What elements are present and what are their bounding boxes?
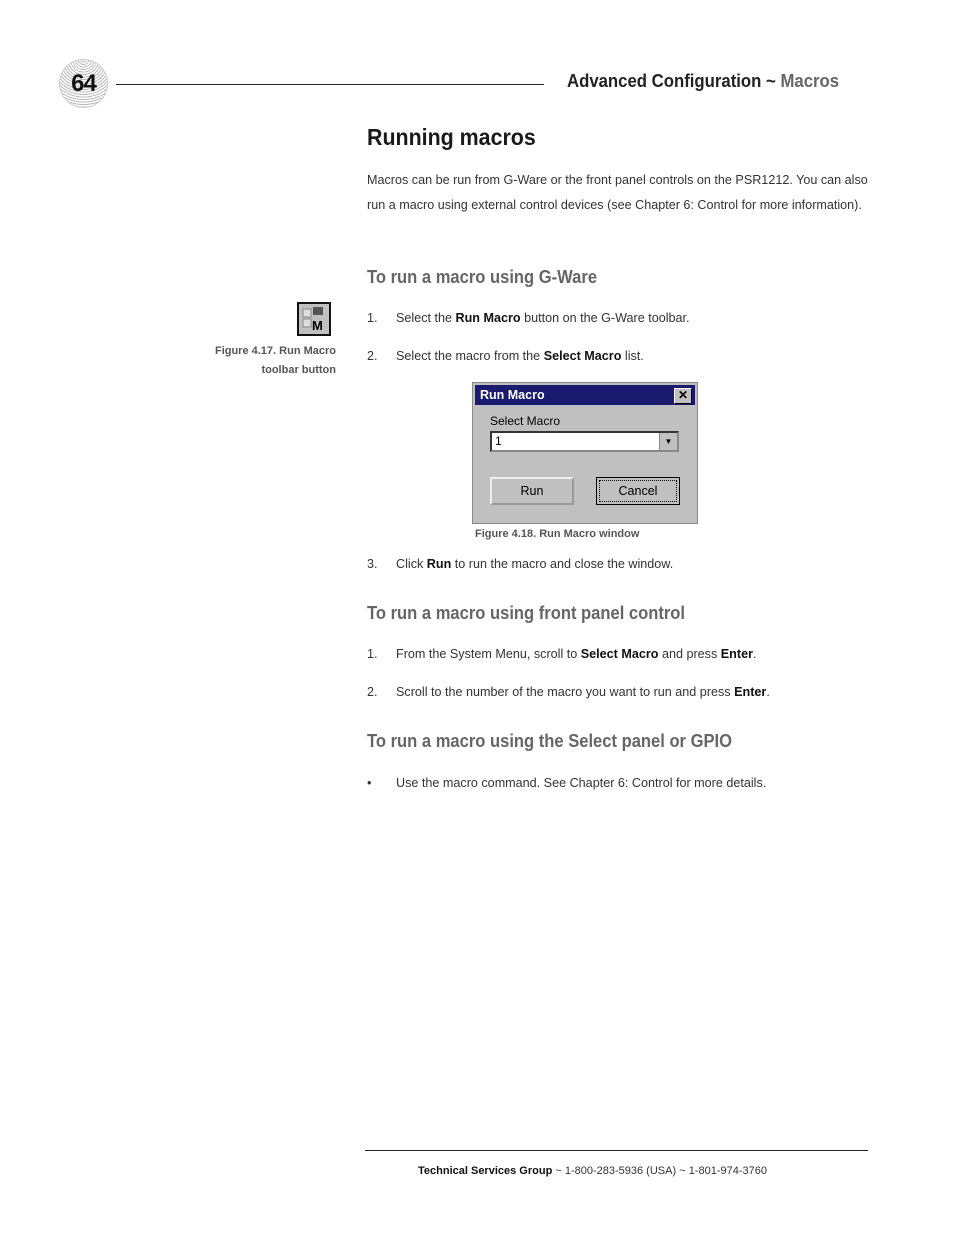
bullet-text: Use the macro command. See Chapter 6: Control for more details.	[396, 776, 767, 790]
step-emphasis: Run	[426, 557, 452, 571]
heading-gpio: To run a macro using the Select panel or GPIO	[367, 731, 733, 751]
step-text: From the System Menu, scroll to	[396, 647, 581, 661]
step-number: 1.	[367, 311, 378, 325]
step-text: Click	[396, 557, 427, 571]
footer-org: Technical Services Group	[418, 1165, 553, 1177]
cancel-label: Cancel	[599, 480, 677, 502]
step-text: Scroll to the number of the macro you want to run and press	[396, 685, 735, 699]
step-number: 1.	[367, 647, 378, 661]
figure-caption-4-17	[190, 342, 336, 380]
step-emphasis: Select Macro	[543, 349, 622, 363]
step-number: 3.	[367, 557, 378, 571]
chapter-name: Advanced Configuration	[567, 71, 762, 91]
caption-line: Figure 4.17. Run Macro	[214, 345, 336, 357]
header-separator: ~	[761, 71, 781, 91]
header-rule	[116, 84, 544, 85]
heading-gware: To run a macro using G-Ware	[367, 267, 598, 287]
step-emphasis: Run Macro	[455, 311, 521, 325]
step-text: Select the macro from the	[396, 349, 544, 363]
cancel-button[interactable]	[596, 477, 680, 505]
step-text: and press	[658, 647, 721, 661]
dialog-titlebar	[475, 385, 695, 405]
step-number: 2.	[367, 685, 378, 699]
step-gware-1	[367, 311, 690, 325]
footer-rule	[365, 1150, 868, 1151]
dialog-title: Run Macro	[480, 388, 545, 402]
caption-line: toolbar button	[261, 364, 336, 376]
svg-text:M: M	[312, 318, 323, 333]
run-macro-icon	[297, 302, 331, 336]
intro-paragraph: Macros can be run from G-Ware or the front panel controls on the PSR1212. You can also run a macro using external control devices (see Chapter 6: Control for more information).	[367, 173, 868, 212]
step-text: list.	[621, 349, 644, 363]
step-text: Select the	[396, 311, 456, 325]
step-emphasis: Enter	[734, 685, 767, 699]
footer	[418, 1165, 767, 1177]
step-emphasis: Select Macro	[580, 647, 659, 661]
step-text: .	[766, 685, 770, 699]
step-text: to run the macro and close the window.	[451, 557, 674, 571]
step-front-1	[367, 647, 756, 661]
step-gware-2	[367, 349, 644, 363]
step-gware-3	[367, 557, 673, 571]
heading-front-panel: To run a macro using front panel control	[367, 603, 686, 623]
select-macro-label: Select Macro	[490, 414, 561, 428]
page-number: 64	[71, 69, 96, 97]
footer-phone-intl: 1-801-974-3760	[688, 1165, 767, 1177]
select-macro-dropdown[interactable]	[490, 431, 679, 452]
close-icon[interactable]: ✕	[674, 388, 692, 404]
step-front-2	[367, 685, 770, 699]
running-header	[567, 71, 839, 92]
run-button[interactable]: Run	[490, 477, 574, 505]
page-number-badge	[59, 59, 108, 108]
bullet: •	[367, 776, 372, 790]
bullet-gpio	[367, 776, 766, 790]
step-number: 2.	[367, 349, 378, 363]
figure-caption-4-18: Figure 4.18. Run Macro window	[475, 528, 640, 540]
step-text: button on the G-Ware toolbar.	[520, 311, 690, 325]
step-text: .	[752, 647, 757, 661]
run-macro-dialog	[472, 382, 698, 524]
step-emphasis: Enter	[720, 647, 753, 661]
selected-value: 1	[495, 434, 502, 448]
chevron-down-icon[interactable]: ▼	[659, 433, 677, 450]
page-title: Running macros	[367, 124, 536, 150]
footer-sep: ~	[676, 1165, 689, 1177]
footer-phone-usa: 1-800-283-5936 (USA)	[564, 1165, 677, 1177]
footer-sep: ~	[552, 1165, 565, 1177]
section-name: Macros	[780, 71, 840, 91]
